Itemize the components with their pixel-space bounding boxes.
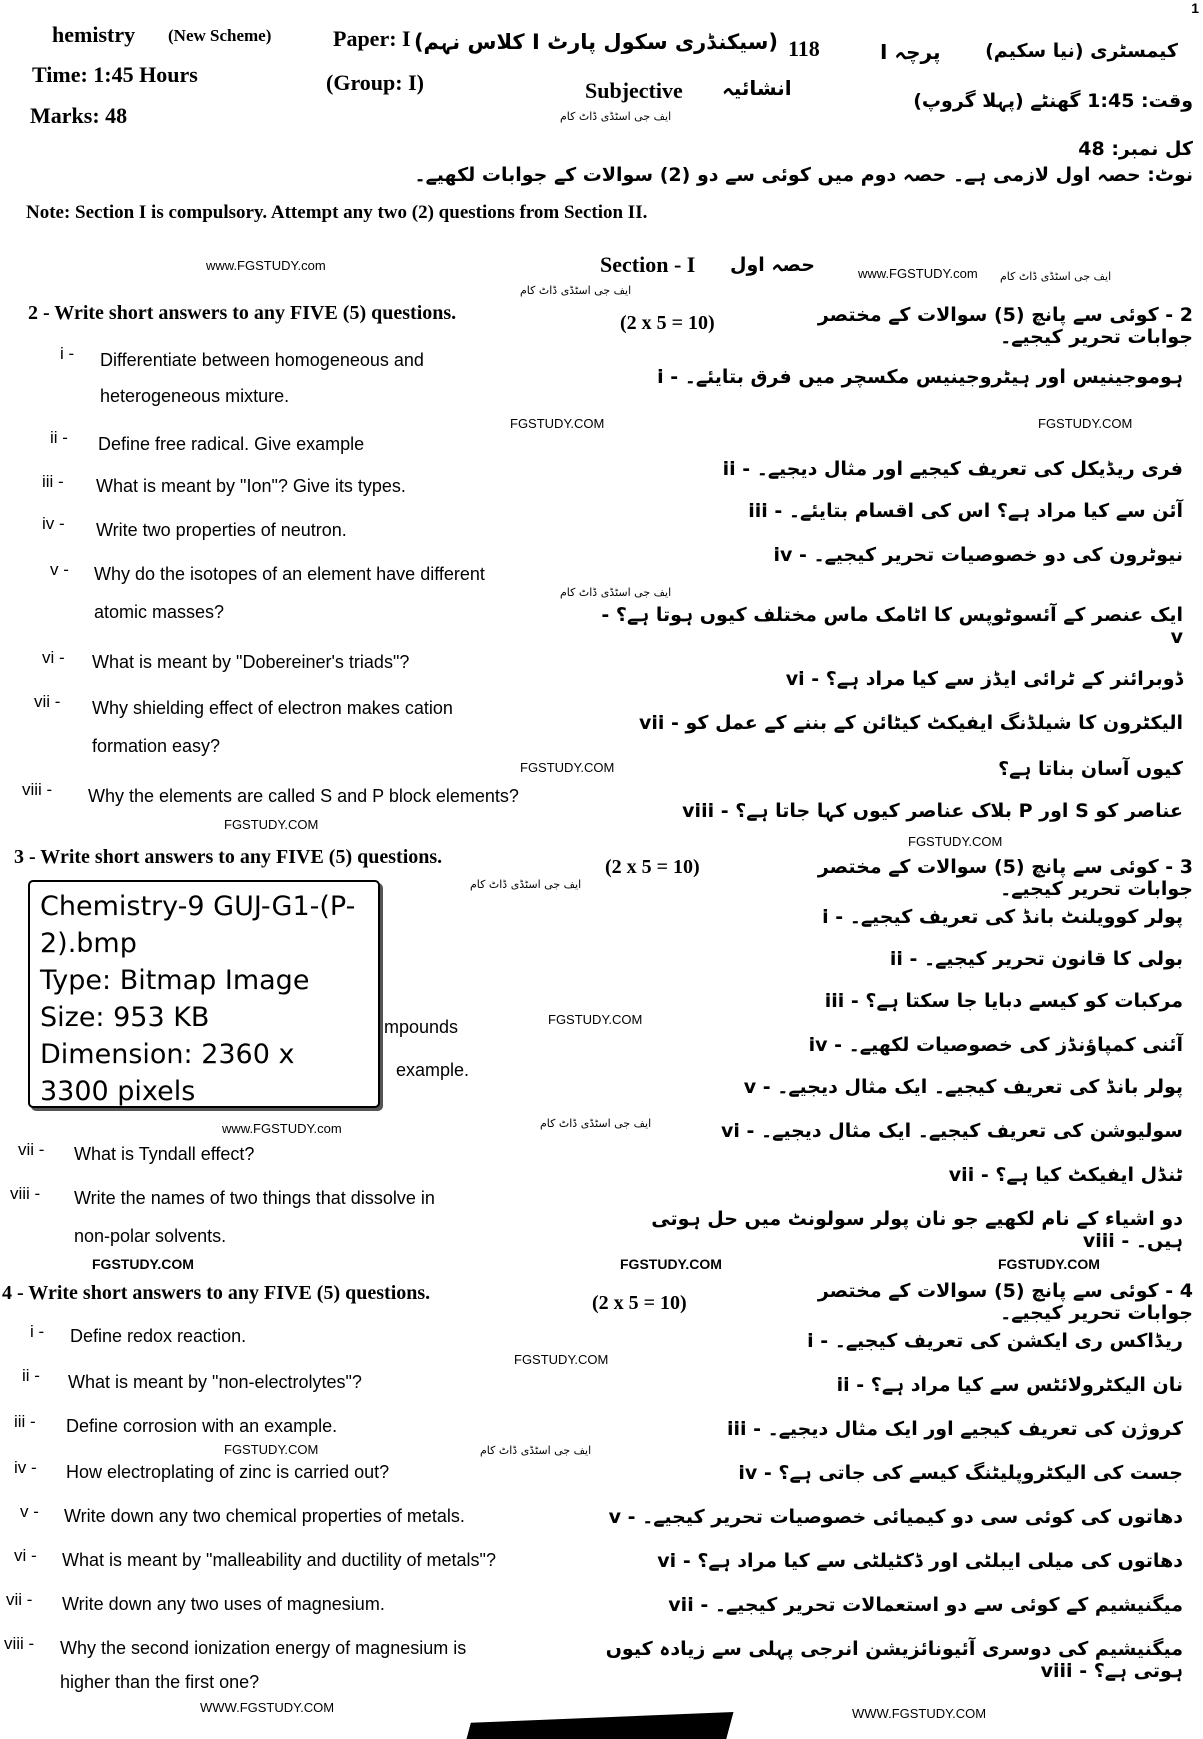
q3-marks: (2 x 5 = 10) — [605, 856, 700, 878]
note-urdu: نوٹ: حصہ اول لازمی ہے۔ حصہ دوم میں کوئی سے دو (2) سوالات کے جوابات لکھیے۔ — [414, 164, 1193, 186]
question-urdu: نیوٹرون کی دو خصوصیات تحریر کیجیے۔ - iv — [773, 544, 1183, 566]
page-number: 1 — [1191, 0, 1199, 16]
watermark: www.FGSTUDY.com — [222, 1121, 342, 1136]
question-text: Why shielding effect of electron makes cation — [92, 698, 453, 718]
watermark-urdu: ایف جی اسٹڈی ڈاٹ کام — [560, 586, 672, 599]
q-number: v - — [20, 1502, 39, 1521]
q-number: vi - — [14, 1546, 37, 1565]
watermark: FGSTUDY.COM — [620, 1256, 722, 1272]
watermark: FGSTUDY.COM — [998, 1256, 1100, 1272]
question-text: Differentiate between homogeneous and — [100, 350, 424, 370]
question-text: What is meant by "Dobereiner's triads"? — [92, 652, 410, 672]
question-urdu: ڈوبرائنر کے ٹرائی ایڈز سے کیا مراد ہے؟ - vi — [785, 668, 1183, 690]
q-number: vii - — [18, 1140, 45, 1159]
question-urdu: میگنیشیم کے کوئی سے دو استعمالات تحریر کیجیے۔ - vii — [668, 1594, 1183, 1616]
q-number: vii - — [6, 1590, 33, 1609]
watermark: FGSTUDY.COM — [510, 416, 605, 431]
question-urdu: مرکبات کو کیسے دبایا جا سکتا ہے؟ - iii — [824, 990, 1183, 1012]
paper-code: 118 — [788, 36, 820, 61]
group: (Group: I) — [326, 70, 424, 95]
q-number: viii - — [10, 1184, 41, 1203]
question-text: Why do the isotopes of an element have different — [94, 564, 485, 584]
bottom-scribble — [466, 1712, 733, 1739]
question-text-partial: mpounds — [384, 1017, 459, 1037]
question-urdu: دو اشیاء کے نام لکھیے جو نان پولر سولونٹ میں حل ہوتی ہیں۔ - viii — [651, 1208, 1183, 1252]
subjective-label: Subjective — [585, 78, 683, 103]
q-number: i - — [60, 344, 75, 363]
question-text: atomic masses? — [94, 602, 225, 622]
q3-heading: 3 - Write short answers to any FIVE (5) questions. — [14, 846, 443, 868]
question-text: Write down any two uses of magnesium. — [62, 1594, 385, 1614]
question-urdu: نان الیکٹرولائٹس سے کیا مراد ہے؟ - ii — [836, 1374, 1183, 1396]
scheme: (New Scheme) — [168, 26, 272, 45]
q-number: v - — [50, 560, 69, 579]
watermark-urdu: ایف جی اسٹڈی ڈاٹ کام — [560, 110, 672, 123]
watermark: WWW.FGSTUDY.COM — [852, 1706, 987, 1721]
watermark: FGSTUDY.COM — [224, 817, 319, 832]
question-urdu: فری ریڈیکل کی تعریف کیجیے اور مثال دیجیے۔ - ii — [722, 458, 1183, 480]
q-number: iii - — [42, 472, 64, 491]
q-number: iv - — [42, 514, 65, 533]
q2-heading-urdu: 2 - کوئی سے پانچ (5) سوالات کے مختصر جوابات تحریر کیجیے۔ — [817, 304, 1193, 348]
question-urdu: آئن سے کیا مراد ہے؟ اس کی اقسام بتایئے۔ - iii — [748, 500, 1183, 522]
watermark: FGSTUDY.COM — [1038, 416, 1133, 431]
note-english: Note: Section I is compulsory. Attempt any two (2) questions from Section II. — [26, 202, 648, 223]
q-number: viii - — [22, 780, 53, 799]
question-text: What is meant by "malleability and ductility of metals"? — [62, 1550, 496, 1570]
q-number: viii - — [4, 1634, 35, 1653]
urdu-title: (سیکنڈری سکول پارٹ I کلاس نہم) — [413, 30, 778, 54]
question-text: What is Tyndall effect? — [74, 1144, 255, 1164]
question-text: higher than the first one? — [60, 1672, 260, 1692]
q2-marks: (2 x 5 = 10) — [620, 312, 715, 334]
q4-heading-urdu: 4 - کوئی سے پانچ (5) سوالات کے مختصر جوابات تحریر کیجیے۔ — [817, 1280, 1193, 1324]
watermark: FGSTUDY.COM — [224, 1442, 319, 1457]
q3-heading-urdu: 3 - کوئی سے پانچ (5) سوالات کے مختصر جوابات تحریر کیجیے۔ — [817, 856, 1193, 900]
question-urdu: جست کی الیکٹروپلیٹنگ کیسے کی جاتی ہے؟ - iv — [738, 1462, 1183, 1484]
question-urdu: ٹنڈل ایفیکٹ کیا ہے؟ - vii — [948, 1164, 1183, 1186]
question-urdu: آئنی کمپاؤنڈز کی خصوصیات لکھیے۔ - iv — [808, 1034, 1183, 1056]
watermark: FGSTUDY.COM — [520, 760, 615, 775]
question-text: Define redox reaction. — [70, 1326, 247, 1346]
urdu-subjective: انشائیہ — [722, 76, 792, 100]
tooltip-type: Type: Bitmap Image — [40, 965, 310, 996]
question-text: What is meant by "Ion"? Give its types. — [96, 476, 406, 496]
q-number: i - — [30, 1322, 45, 1341]
watermark: WWW.FGSTUDY.COM — [200, 1700, 335, 1715]
watermark-urdu: ایف جی اسٹڈی ڈاٹ کام — [470, 878, 582, 891]
question-text: What is meant by "non-electrolytes"? — [68, 1372, 362, 1392]
question-text: Define corrosion with an example. — [66, 1416, 338, 1436]
question-urdu: پولر کوویلنٹ بانڈ کی تعریف کیجیے۔ - i — [822, 906, 1183, 928]
question-urdu: بولی کا قانون تحریر کیجیے۔ - ii — [889, 948, 1183, 970]
question-urdu: سولیوشن کی تعریف کیجیے۔ ایک مثال دیجیے۔ - vi — [721, 1120, 1183, 1142]
q-number: vii - — [34, 692, 61, 711]
subject: hemistry — [52, 22, 136, 47]
question-text: Why the elements are called S and P block elements? — [88, 786, 519, 806]
question-text: How electroplating of zinc is carried out? — [66, 1462, 390, 1482]
q-number: ii - — [22, 1366, 40, 1385]
tooltip-dimension: Dimension: 2360 x 3300 pixels — [40, 1039, 295, 1107]
question-text: formation easy? — [92, 736, 221, 756]
question-text: Define free radical. Give example — [98, 434, 365, 454]
q-number: iii - — [14, 1412, 36, 1431]
file-info-tooltip — [28, 880, 380, 1108]
question-text-partial: example. — [396, 1060, 470, 1080]
question-text: Write the names of two things that dissolve in — [74, 1188, 435, 1208]
watermark: FGSTUDY.COM — [514, 1352, 609, 1367]
question-urdu: دھاتوں کی میلی ایبلٹی اور ڈکٹیلٹی سے کیا مراد ہے؟ - vi — [657, 1550, 1183, 1572]
question-urdu: ایک عنصر کے آئسوٹوپس کا اٹامک ماس مختلف کیوں ہوتا ہے؟ - v — [601, 604, 1183, 648]
watermark-urdu: ایف جی اسٹڈی ڈاٹ کام — [540, 1117, 652, 1130]
tooltip-filename: Chemistry-9 GUJ-G1-(P-2).bmp — [40, 891, 356, 959]
watermark-urdu: ایف جی اسٹڈی ڈاٹ کام — [520, 284, 632, 297]
question-urdu: پولر بانڈ کی تعریف کیجیے۔ ایک مثال دیجیے۔ - v — [743, 1076, 1183, 1098]
question-urdu: کیوں آسان بناتا ہے؟ — [998, 758, 1183, 780]
question-text: Write two properties of neutron. — [96, 520, 347, 540]
marks: Marks: 48 — [30, 103, 128, 128]
urdu-marks: کل نمبر: 48 — [1078, 138, 1193, 160]
paper: Paper: I — [333, 26, 411, 51]
time: Time: 1:45 Hours — [32, 62, 198, 87]
q2-heading: 2 - Write short answers to any FIVE (5) questions. — [28, 302, 457, 324]
question-urdu: ریڈاکس ری ایکشن کی تعریف کیجیے۔ - i — [807, 1330, 1183, 1352]
watermark: FGSTUDY.COM — [548, 1012, 643, 1027]
urdu-subject: کیمسٹری (نیا سکیم) — [985, 40, 1178, 62]
question-urdu: الیکٹرون کا شیلڈنگ ایفیکٹ کیٹائن کے بننے کے عمل کو - vii — [638, 712, 1183, 734]
question-text: non-polar solvents. — [74, 1226, 227, 1246]
watermark-urdu: ایف جی اسٹڈی ڈاٹ کام — [1000, 270, 1112, 283]
question-text: heterogeneous mixture. — [100, 386, 290, 406]
urdu-time: وقت: 1:45 گھنٹے (پہلا گروپ) — [913, 90, 1193, 112]
urdu-paper: پرچہ I — [880, 40, 941, 64]
watermark: www.FGSTUDY.com — [858, 266, 978, 281]
q-number: ii - — [50, 428, 68, 447]
question-urdu: میگنیشیم کی دوسری آئیونائزیشن انرجی پہلی سے زیادہ کیوں ہوتی ہے؟ - viii — [605, 1638, 1183, 1682]
q-number: iv - — [14, 1458, 37, 1477]
question-text: Why the second ionization energy of magnesium is — [60, 1638, 467, 1658]
question-urdu: دھاتوں کی کوئی سی دو کیمیائی خصوصیات تحریر کیجیے۔ - v — [608, 1506, 1183, 1528]
question-urdu: ہوموجینیس اور ہیٹروجینیس مکسچر میں فرق بتایئے۔ - i — [657, 366, 1183, 388]
watermark: FGSTUDY.COM — [92, 1256, 194, 1272]
q-number: vi - — [42, 648, 65, 667]
watermark: www.FGSTUDY.com — [206, 258, 326, 273]
section-title-urdu: حصہ اول — [730, 254, 815, 276]
question-urdu: کروژن کی تعریف کیجیے اور ایک مثال دیجیے۔ - iii — [727, 1418, 1183, 1440]
watermark: FGSTUDY.COM — [908, 834, 1003, 849]
question-text: Write down any two chemical properties of metals. — [64, 1506, 465, 1526]
watermark-urdu: ایف جی اسٹڈی ڈاٹ کام — [480, 1444, 592, 1457]
q4-marks: (2 x 5 = 10) — [592, 1292, 687, 1314]
tooltip-size: Size: 953 KB — [40, 1002, 210, 1033]
q4-heading: 4 - Write short answers to any FIVE (5) questions. — [2, 1282, 431, 1304]
question-urdu: عناصر کو S اور P بلاک عناصر کیوں کہا جاتا ہے؟ - viii — [682, 800, 1183, 822]
section-title: Section - I — [600, 252, 696, 277]
